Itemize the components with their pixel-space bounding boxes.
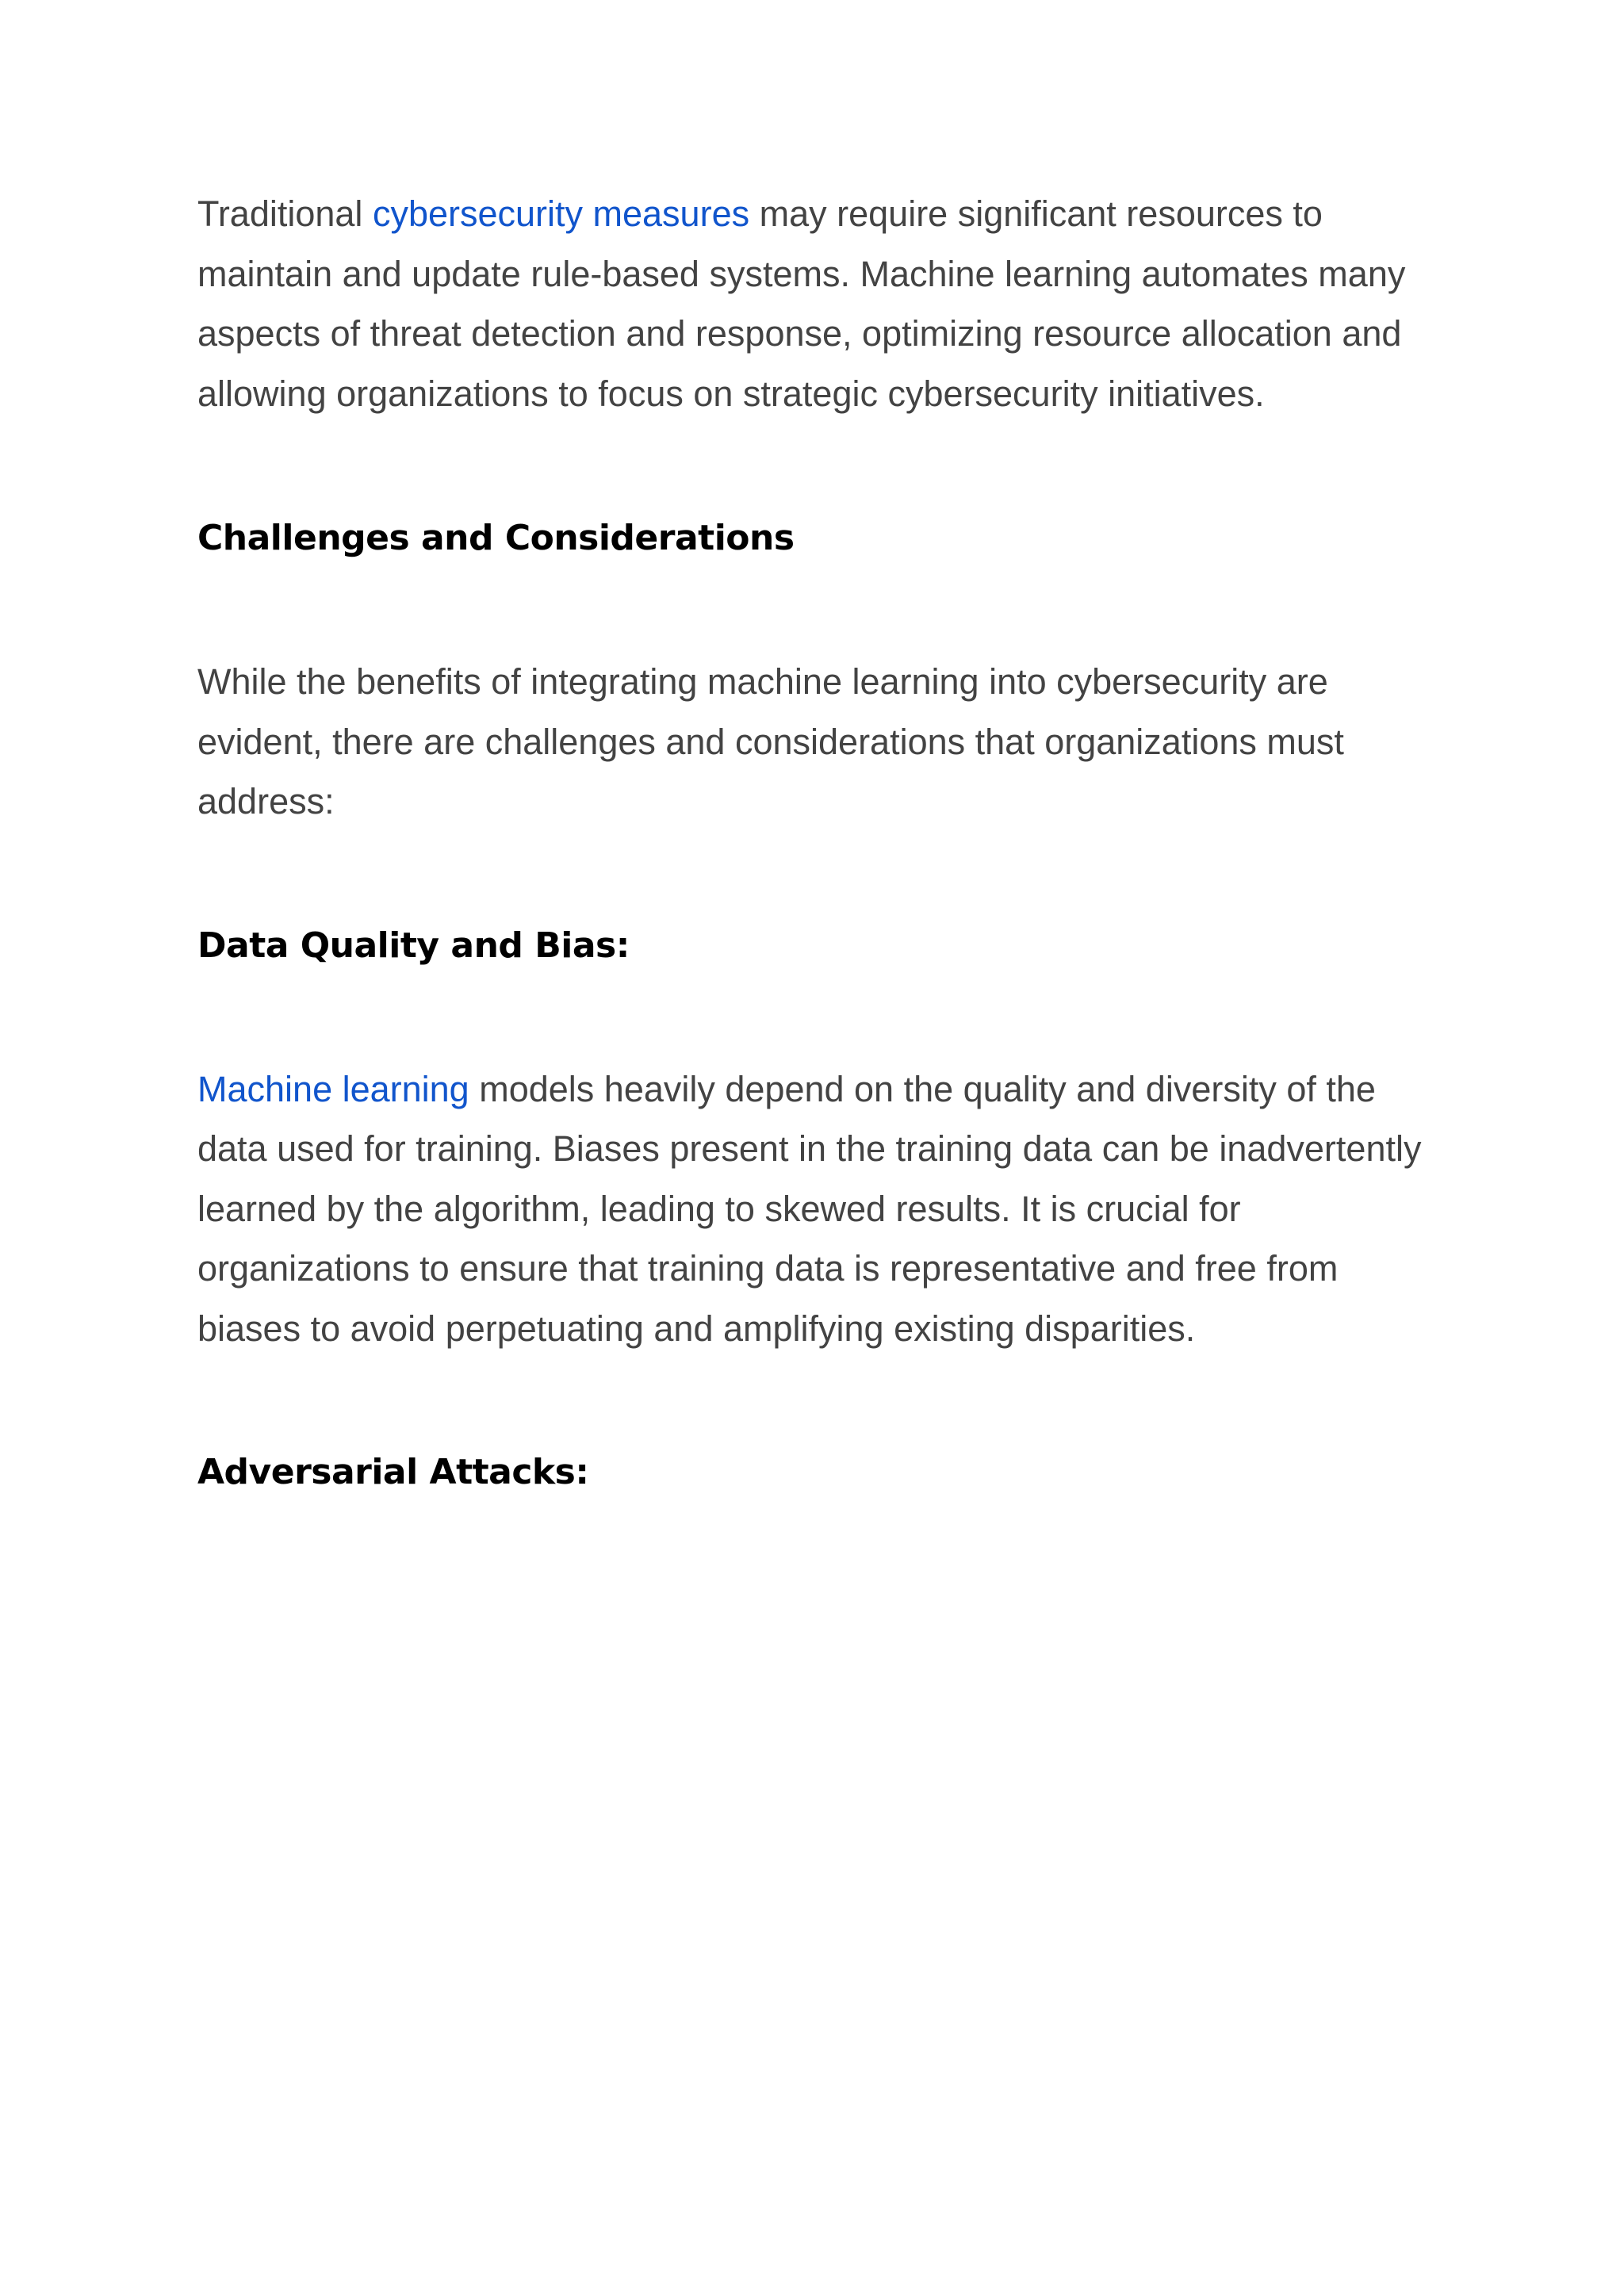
- cybersecurity-measures-link[interactable]: cybersecurity measures: [372, 193, 750, 234]
- paragraph-challenges-intro: While the benefits of integrating machine learning into cybersecurity are evident, there are challenges and considerations that organizations must address:: [197, 661, 1344, 821]
- heading-challenges: Challenges and Considerations: [197, 518, 795, 558]
- document-content: [197, 184, 1434, 1496]
- heading-data-quality: Data Quality and Bias:: [197, 925, 630, 966]
- paragraph-data-quality: [197, 1059, 1434, 1359]
- heading-adversarial-attacks: Adversarial Attacks:: [197, 1452, 589, 1492]
- paragraph-text: models heavily depend on the quality and diversity of the data used for training. Biases present in the training data can be inadvertently learned by the algorithm, leading to skewed results. It is crucial for organizations to ensure that training data is representative and free from biases to avoid perpetuating and amplifying existing disparities.: [197, 1068, 1422, 1349]
- paragraph-text: may require significant resources to maintain and update rule-based systems. Machine learning automates many aspects of threat detection and response, optimizing resource allocation and allowing organizations to focus on strategic cybersecurity initiatives.: [197, 193, 1406, 414]
- paragraph-text: Traditional: [197, 193, 373, 234]
- machine-learning-link[interactable]: Machine learning: [197, 1068, 469, 1109]
- paragraph-cybersecurity-resources: [197, 184, 1434, 423]
